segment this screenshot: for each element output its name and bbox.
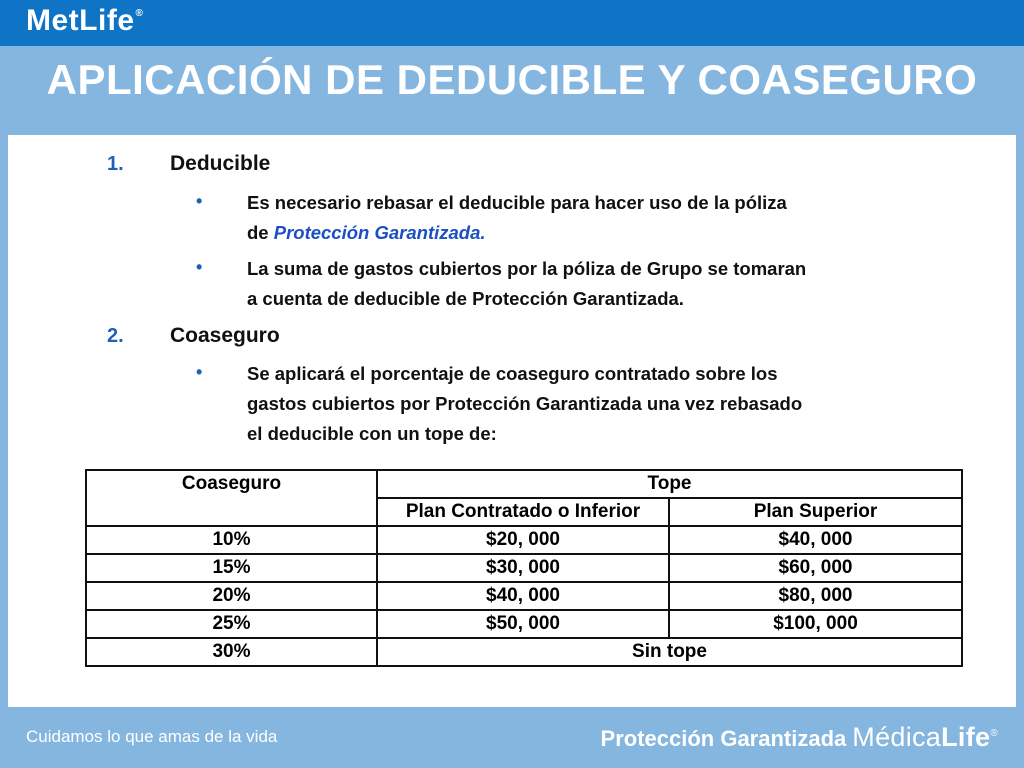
medicalife-logo [852, 722, 998, 752]
top-bar [0, 0, 1024, 46]
brand-name: MetLife [26, 4, 135, 37]
product-name-emphasis: Protección Garantizada. [273, 222, 486, 243]
bullet-marker: • [196, 362, 203, 382]
medicalife-mark: ® [990, 728, 998, 739]
cell-superior: $40, 000 [669, 526, 962, 554]
cell-inferior: $30, 000 [377, 554, 669, 582]
bullet-line: gastos cubiertos por Protección Garantizada una vez rebasado [247, 393, 803, 414]
table-row [86, 554, 962, 582]
bullet-line [247, 218, 787, 248]
bullet-marker: • [196, 191, 203, 211]
section-number-2: 2. [107, 325, 124, 347]
cell-pct: 10% [86, 526, 377, 554]
cell-inferior: $50, 000 [377, 610, 669, 638]
cell-sin-tope: Sin tope [377, 638, 962, 666]
table-row [86, 582, 962, 610]
medicalife-bold: Life [941, 722, 991, 752]
section-heading-coaseguro: Coaseguro [170, 324, 280, 347]
cell-pct: 20% [86, 582, 377, 610]
cell-pct: 30% [86, 638, 377, 666]
bullet-text-deducible-1 [247, 188, 787, 248]
footer-product-name: Protección Garantizada [600, 726, 847, 751]
section-heading-deducible: Deducible [170, 152, 271, 175]
cell-pct: 15% [86, 554, 377, 582]
footer-branding [601, 722, 998, 753]
bullet-line: La suma de gastos cubiertos por la póliza de Grupo se tomaran [247, 258, 807, 279]
trademark-mark: ® [135, 8, 144, 19]
cell-superior: $60, 000 [669, 554, 962, 582]
cell-superior: $100, 000 [669, 610, 962, 638]
bullet-line: Se aplicará el porcentaje de coaseguro contratado sobre los [247, 363, 778, 384]
bullet-line-prefix: de [247, 222, 274, 243]
section-number-1: 1. [107, 153, 124, 175]
bullet-text-coaseguro [247, 359, 802, 449]
footer-tagline: Cuidamos lo que amas de la vida [26, 727, 278, 746]
cell-pct: 25% [86, 610, 377, 638]
bullet-line: a cuenta de deducible de Protección Garantizada. [247, 288, 684, 309]
header-coaseguro: Coaseguro [86, 470, 377, 526]
subheader-plan-superior: Plan Superior [669, 498, 962, 526]
bullet-line: Es necesario rebasar el deducible para hacer uso de la póliza [247, 192, 787, 213]
metlife-logo [26, 4, 143, 38]
content-panel [8, 135, 1016, 707]
medicalife-light: Médica [852, 722, 942, 752]
table-header-row [86, 470, 962, 498]
header-tope: Tope [377, 470, 962, 498]
bullet-marker: • [196, 257, 203, 277]
cell-inferior: $20, 000 [377, 526, 669, 554]
table-row [86, 638, 962, 666]
table-row [86, 526, 962, 554]
cell-superior: $80, 000 [669, 582, 962, 610]
coaseguro-table [85, 469, 963, 667]
bullet-text-deducible-2 [247, 254, 806, 314]
cell-inferior: $40, 000 [377, 582, 669, 610]
subheader-plan-inferior: Plan Contratado o Inferior [377, 498, 669, 526]
slide-title: APLICACIÓN DE DEDUCIBLE Y COASEGURO [46, 56, 978, 103]
bullet-line: el deducible con un tope de: [247, 423, 497, 444]
table-row [86, 610, 962, 638]
